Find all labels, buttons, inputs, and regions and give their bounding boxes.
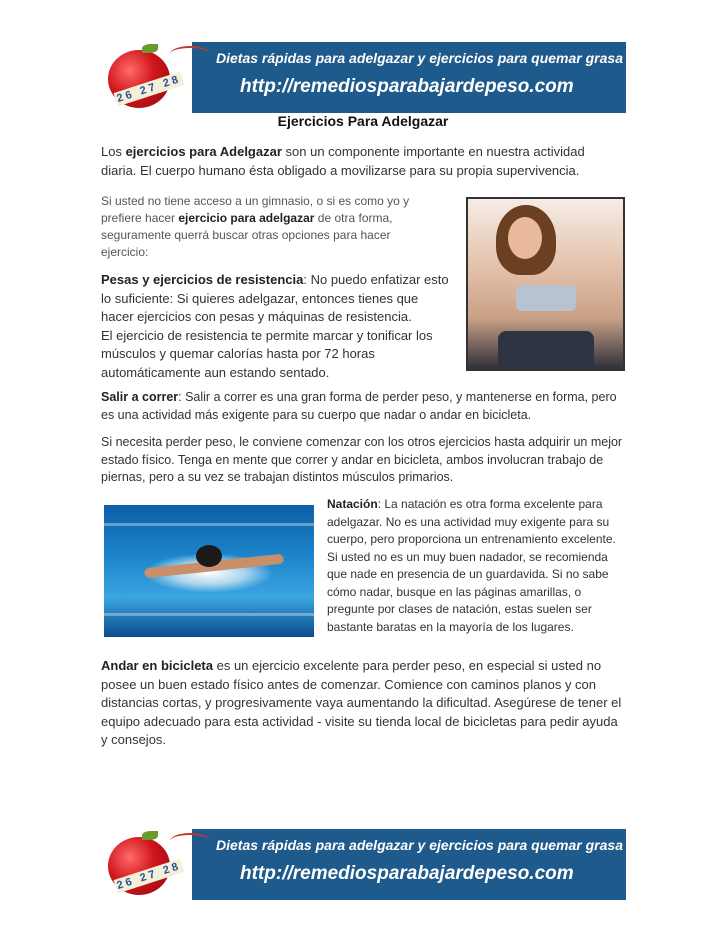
- leaf-icon: [142, 831, 158, 840]
- woman-measuring-waist-image: [466, 197, 625, 371]
- header-banner: [100, 42, 626, 113]
- swimming-paragraph: Natación: La natación es otra forma excelente para adelgazar. No es una actividad muy exigente para su cuerpo, pero proporciona un entrenamiento excelente. Si usted no es un muy buen nadador, se recomienda que nade en presencia de un guardavida. Si no sabe cómo nadar, busque en las páginas amarillas, o pregunte por clases de natación, estas suelen ser bastante baratas en la mayoría de los lugares.: [327, 497, 616, 634]
- gym-paragraph: Si usted no tiene acceso a un gimnasio, o si es como yo y prefiere hacer ejercicio para adelgazar de otra forma, seguramente querrá buscar otras opciones para hacer ejercicio:: [101, 194, 410, 259]
- swimmer-image: [104, 505, 314, 637]
- running-paragraph: Salir a correr: Salir a correr es una gran forma de perder peso, y mantenerse en forma, pero es una actividad más exigente para su cuerpo que nadar o andar en bicicleta.: [101, 390, 617, 422]
- page-title: Ejercicios Para Adelgazar: [277, 113, 449, 129]
- arrow-icon: [170, 833, 210, 849]
- banner-url-link[interactable]: http://remediosparabajardepeso.com: [240, 76, 574, 97]
- leaf-icon: [142, 44, 158, 53]
- arrow-icon: [170, 46, 210, 62]
- banner-slogan: Dietas rápidas para adelgazar y ejercicios para quemar grasa: [216, 837, 623, 853]
- cycling-paragraph: Andar en bicicleta es un ejercicio excelente para perder peso, en especial si usted no posee un buen estado físico antes de comenzar. Comience con caminos planos y con distancias cortas, y progresivamente vaya aumentando la dificultad. Asegúrese de tener el equipo adecuado para esta actividad - visite su tienda local de bicicletas para pedir ayuda y consejos.: [101, 658, 622, 747]
- measuring-tape-icon: 26 27 28: [115, 72, 183, 106]
- intro-paragraph: Los ejercicios para Adelgazar son un componente importante en nuestra actividad diaria. El cuerpo humano ésta obligado a movilizarse para su propia supervivencia.: [101, 144, 585, 178]
- footer-banner: [100, 829, 626, 900]
- start-paragraph: Si necesita perder peso, le conviene comenzar con los otros ejercicios hasta adquirir un mejor estado físico. Tenga en mente que correr y andar en bicicleta, ambos involucran trabajo de piernas, pero a su vez se trabajan distintos músculos primarios.: [101, 435, 623, 484]
- weights-paragraph: Pesas y ejercicios de resistencia: No puedo enfatizar esto lo suficiente: Si quieres adelgazar, entonces tienes que hacer ejercicios con pesas y máquinas de resistencia. El ejercicio de resistencia te permite marcar y tonificar los músculos y quemar calorías hasta por 72 horas automáticamente aun estando sentado.: [101, 272, 449, 380]
- banner-slogan: Dietas rápidas para adelgazar y ejercicios para quemar grasa: [216, 50, 623, 66]
- measuring-tape-icon: 26 27 28: [115, 859, 183, 893]
- banner-url-link[interactable]: http://remediosparabajardepeso.com: [240, 863, 574, 884]
